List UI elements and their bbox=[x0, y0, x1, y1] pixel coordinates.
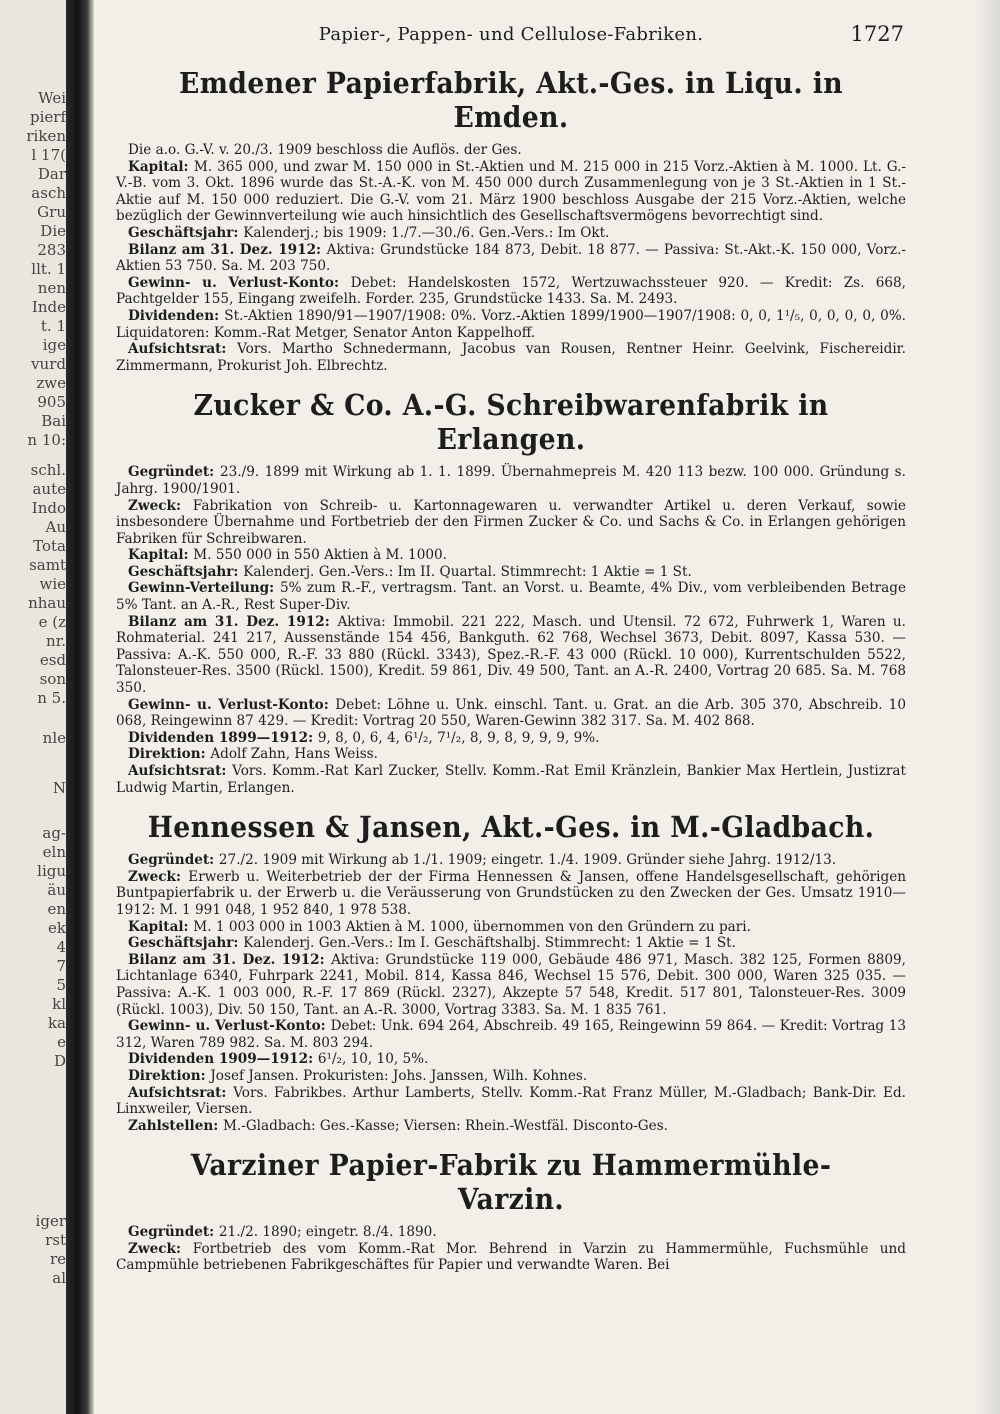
entry-paragraph bbox=[116, 580, 906, 613]
entry-label: Aufsichtsrat: bbox=[128, 763, 233, 779]
entry-label: Kapital: bbox=[128, 918, 194, 935]
entry-label: Geschäftsjahr: bbox=[128, 224, 244, 241]
adjacent-page-text: t. 1 bbox=[40, 317, 66, 335]
entry-label: Dividenden 1909—1912: bbox=[128, 1051, 318, 1068]
entry-text: 21./2. 1890; eingetr. 8./4. 1890. bbox=[218, 1224, 437, 1241]
entry-text: Vors. Komm.-Rat Karl Zucker, Stellv. Komm.-Rat Emil Kränzlein, Bankier Max Hertlein, Justizrat Ludwig Martin, Erlangen. bbox=[116, 763, 906, 796]
entry-paragraph bbox=[116, 225, 906, 242]
adjacent-page-text: N bbox=[52, 779, 66, 797]
adjacent-page-text: re bbox=[49, 1250, 66, 1268]
entry-label: Zweck: bbox=[128, 1240, 193, 1257]
adjacent-page-text: Gru bbox=[37, 203, 66, 221]
entry-paragraph bbox=[116, 1224, 906, 1241]
adjacent-page-text: Bai bbox=[41, 412, 66, 430]
adjacent-page-text: ka bbox=[47, 1014, 66, 1032]
adjacent-page-text: en bbox=[47, 900, 66, 918]
entry-label: Kapital: bbox=[128, 158, 194, 175]
adjacent-page-text: zwe bbox=[36, 374, 66, 392]
entry-text: Erwerb u. Weiterbetrieb der der Firma Hennessen & Jansen, offene Handelsgesellschaft, gehörigen Buntpapierfabrik u. der Erwerb u. die Veräusserung von Grundstücken zu den Zwecken der Ges. Umsatz 1910—1912: M. 1 991 048, 1 952 840, 1 978 538. bbox=[116, 868, 906, 918]
entry-label: Gegründet: bbox=[128, 464, 221, 481]
entry-paragraph bbox=[116, 1068, 906, 1085]
entry-label: Gegründet: bbox=[128, 852, 219, 869]
entry-label: Gegründet: bbox=[128, 1224, 219, 1241]
adjacent-page-text: n 5. bbox=[37, 689, 66, 707]
entry-text: Vors. Martho Schnedermann, Jacobus van Rousen, Rentner Heinr. Geelvink, Fischereidir. Zimmermann, Prokurist Joh. Elbrechtz. bbox=[116, 341, 906, 374]
entry-label: Zahlstellen: bbox=[128, 1117, 223, 1134]
entry-text: Aktiva: Immobil. 221 222, Masch. und Utensil. 72 672, Fuhrwerk 1, Waren u. Rohmaterial. 241 217, Aussenstände 154 456, Bankguth. 62 768, Wechsel 3673, Debit. 8097, Kassa 530. — Passiva: A.-K. 550 000, R.-F. 33 880 (Rückl. 3343), Spez.-R.-F. 43 000 (Rückl. 10 000), Kurrentschulden 5522, Talonsteuer-Res. 3500 (Rückl. 1500), Kredit. 59 861, Div. 49 500, Tant. an A.-R. 2400, Vortrag 20 685. Sa. M. 768 350. bbox=[116, 613, 906, 697]
entry-paragraph bbox=[116, 1051, 906, 1068]
entry-paragraph bbox=[116, 142, 906, 159]
adjacent-page-text: Die bbox=[40, 222, 66, 240]
entry-text: 27./2. 1909 mit Wirkung ab 1./1. 1909; eingetr. 1./4. 1909. Gründer siehe Jahrg. 1912/13. bbox=[218, 852, 837, 869]
entry-paragraph bbox=[116, 464, 906, 497]
entry-text: 5% zum R.-F., vertragsm. Tant. an Vorst. u. Beamte, 4% Div., vom verbleibenden Betrage 5% Tant. an A.-R., Rest Super-Div. bbox=[116, 580, 907, 614]
entry-text: Adolf Zahn, Hans Weiss. bbox=[210, 746, 378, 763]
entry-text: M. 1 003 000 in 1003 Aktien à M. 1000, übernommen von den Gründern zu pari. bbox=[193, 918, 751, 935]
adjacent-page-text: 283 bbox=[37, 241, 66, 259]
company-title: Varziner Papier-Fabrik zu Hammermühle-Varzin. bbox=[190, 1148, 832, 1217]
adjacent-page-text: eln bbox=[42, 843, 66, 861]
entry-text: M. 550 000 in 550 Aktien à M. 1000. bbox=[193, 547, 447, 564]
entry-label: Kapital: bbox=[128, 547, 194, 564]
adjacent-page-text: 5 bbox=[56, 976, 66, 994]
entry-label: Gewinn-Verteilung: bbox=[128, 580, 281, 597]
adjacent-page-text: Au bbox=[45, 518, 66, 536]
adjacent-page-text: e bbox=[57, 1033, 66, 1051]
adjacent-page-text: llt. 1 bbox=[31, 260, 66, 278]
adjacent-page-text: l 17( bbox=[31, 146, 66, 164]
entry-label: Dividenden: bbox=[128, 307, 225, 324]
entry-text: Kalenderj.; bis 1909: 1./7.—30./6. Gen.-Vers.: Im Okt. bbox=[243, 224, 610, 241]
entry-paragraph bbox=[116, 341, 906, 374]
entry-text: Fortbetrieb des vom Komm.-Rat Mor. Behrend in Varzin zu Hammermühle, Fuchsmühle und Campmühle betriebenen Fabrikgeschäftes für Papier und verwandte Waren. Bei bbox=[116, 1240, 906, 1274]
entry-paragraph bbox=[116, 614, 906, 697]
entry-paragraph bbox=[116, 564, 906, 581]
entry-paragraph bbox=[116, 919, 906, 936]
entry-paragraph bbox=[116, 952, 906, 1018]
adjacent-page-text: Indo bbox=[31, 499, 66, 517]
entry-paragraph bbox=[116, 547, 906, 564]
entry-text: Aktiva: Grundstücke 184 873, Debit. 18 877. — Passiva: St.-Akt.-K. 150 000, Vorz.-Aktien 53 750. Sa. M. 203 750. bbox=[116, 241, 906, 275]
entry-paragraph bbox=[116, 1018, 906, 1051]
entry-text: M.-Gladbach: Ges.-Kasse; Viersen: Rhein.-Westfäl. Disconto-Ges. bbox=[222, 1117, 668, 1134]
company-entry bbox=[116, 810, 906, 1134]
entry-paragraph bbox=[116, 308, 906, 341]
entry-label: Geschäftsjahr: bbox=[128, 563, 244, 580]
entry-paragraph bbox=[116, 935, 906, 952]
adjacent-page-text: asch bbox=[31, 184, 66, 202]
company-title: Emdener Papierfabrik, Akt.-Ges. in Liqu. in Emden. bbox=[179, 66, 843, 134]
adjacent-page-text: wie bbox=[39, 575, 66, 593]
adjacent-page-fragment bbox=[0, 0, 66, 1414]
adjacent-page-text: aute bbox=[32, 480, 66, 498]
entry-paragraph bbox=[116, 730, 906, 747]
entry-text: Die a.o. G.-V. v. 20./3. 1909 beschloss die Auflös. der Ges. bbox=[128, 142, 522, 158]
entry-label: Gewinn- u. Verlust-Konto: bbox=[128, 274, 351, 291]
adjacent-page-text: 905 bbox=[37, 393, 66, 411]
entry-label: Bilanz am 31. Dez. 1912: bbox=[128, 951, 332, 968]
adjacent-page-text: ige bbox=[42, 336, 66, 354]
entry-text: Aktiva: Grundstücke 119 000, Gebäude 486 971, Masch. 382 125, Formen 8809, Lichtanlage 6340, Fuhrpark 2241, Mobil. 814, Kassa 846, Wechsel 15 576, Debit. 300 000, Waren 325 035. — Passiva: A.-K. 1 003 000, R.-F. 17 869 (Rückl. 2327), Akzepte 57 548, Kredit. 517 801, Talonsteuer-Res. 3009 (Rückl. 1003), Div. 50 150, Tant. an A.-R. 3000, Vortrag 3383. Sa. M. 1 835 761. bbox=[116, 951, 906, 1018]
entry-paragraph bbox=[116, 498, 906, 548]
entry-label: Geschäftsjahr: bbox=[128, 935, 244, 952]
adjacent-page-text: esd bbox=[39, 651, 66, 669]
adjacent-page-text: nen bbox=[37, 279, 66, 297]
entry-text: Josef Jansen. Prokuristen: Johs. Janssen, Wilh. Kohnes. bbox=[210, 1067, 588, 1084]
entry-text: Vors. Fabrikbes. Arthur Lamberts, Stellv. Komm.-Rat Franz Müller, M.-Gladbach; Bank-Dir. Ed. Linxweiler, Viersen. bbox=[116, 1084, 906, 1118]
entry-paragraph bbox=[116, 242, 906, 275]
entry-text: Fabrikation von Schreib- u. Kartonnagewaren u. verwandter Artikel u. deren Verkauf, sowie insbesondere Übernahme und Fortbetrieb der den Firmen Zucker & Co. und Sachs & Co. in Erlangen gehörigen Fabriken für Schreibwaren. bbox=[116, 497, 906, 547]
entry-label: Direktion: bbox=[128, 746, 211, 763]
entry-label: Zweck: bbox=[128, 868, 189, 885]
page-edge-shadow bbox=[974, 0, 1000, 1414]
adjacent-page-text: e (z bbox=[38, 613, 66, 631]
entry-label: Dividenden 1899—1912: bbox=[128, 729, 318, 746]
adjacent-page-text: vurd bbox=[31, 355, 66, 373]
company-title: Zucker & Co. A.-G. Schreibwarenfabrik in Erlangen. bbox=[193, 388, 829, 457]
adjacent-page-text: n 10: bbox=[27, 431, 66, 449]
company-entry bbox=[116, 388, 906, 796]
adjacent-page-text: 4 bbox=[56, 938, 66, 956]
adjacent-page-text: pierf bbox=[30, 108, 66, 126]
company-entry bbox=[116, 1148, 906, 1274]
adjacent-page-text: Wei bbox=[38, 89, 66, 107]
entry-text: M. 365 000, und zwar M. 150 000 in St.-Aktien und M. 215 000 in 215 Vorz.-Aktien à M. 1000. Lt. G.-V.-B. vom 3. Okt. 1896 wurde das St.-A.-K. von M. 450 000 durch Zusammenlegung von je 3 St.-Aktien in 1 St.-Aktie auf M. 150 000 reduziert. Die G.-V. vom 21. März 1900 beschloss Ausgabe der 215 Vorz.-Aktien, welche bezüglich der Gewinnverteilung wie auch hinsichtlich des Gesellschaftsvermögens bevorrechtigt sind. bbox=[116, 158, 906, 225]
entry-paragraph bbox=[116, 159, 906, 225]
document-page bbox=[116, 22, 906, 1288]
entry-paragraph bbox=[116, 746, 906, 763]
entry-paragraph bbox=[116, 697, 906, 730]
entry-label: Direktion: bbox=[128, 1067, 211, 1084]
entry-paragraph bbox=[116, 275, 906, 308]
entry-text: Debet: Löhne u. Unk. einschl. Tant. u. Grat. an die Arb. 305 370, Abschreib. 10 068, Reingewinn 87 429. — Kredit: Vortrag 20 550, Waren-Gewinn 382 317. Sa. M. 402 868. bbox=[116, 696, 906, 730]
entry-text: St.-Aktien 1890/91—1907/1908: 0%. Vorz.-Aktien 1899/1900—1907/1908: 0, 0, 1¹/₅, 0, 0, 0, 0, 0%. Liquidatoren: Komm.-Rat Metger, Senator Anton Kappelhoff. bbox=[116, 307, 907, 341]
entry-label: Aufsichtsrat: bbox=[128, 341, 238, 358]
adjacent-page-text: ag- bbox=[42, 824, 66, 842]
entry-text: Kalenderj. Gen.-Vers.: Im I. Geschäftshalbj. Stimmrecht: 1 Aktie = 1 St. bbox=[243, 935, 736, 952]
adjacent-page-text: Dar bbox=[37, 165, 66, 183]
running-head-title: Papier-, Pappen- und Cellulose-Fabriken. bbox=[318, 24, 704, 45]
entry-text: Debet: Unk. 694 264, Abschreib. 49 165, Reingewinn 59 864. — Kredit: Vortrag 13 312, Waren 789 982. Sa. M. 803 294. bbox=[116, 1018, 906, 1051]
entry-text: 23./9. 1899 mit Wirkung ab 1. 1. 1899. Übernahmepreis M. 420 113 bezw. 100 000. Gründung s. Jahrg. 1900/1901. bbox=[116, 464, 906, 497]
adjacent-page-text: riken bbox=[26, 127, 66, 145]
adjacent-page-text: nle bbox=[42, 729, 66, 747]
adjacent-page-text: samt bbox=[29, 556, 66, 574]
adjacent-page-text: rst bbox=[45, 1231, 66, 1249]
page-number: 1727 bbox=[850, 22, 904, 46]
adjacent-page-text: son bbox=[39, 670, 66, 688]
entry-text: 6¹/₂, 10, 10, 5%. bbox=[317, 1051, 429, 1068]
entry-text: Debet: Handelskosten 1572, Wertzuwachssteuer 920. — Kredit: Zs. 668, Pachtgelder 155, Eingang zweifelh. Forder. 235, Grundstücke 1433. Sa. M. 2493. bbox=[116, 274, 906, 308]
entry-label: Zweck: bbox=[128, 497, 193, 514]
entry-text: 9, 8, 0, 6, 4, 6¹/₂, 7¹/₂, 8, 9, 8, 9, 9, 9, 9%. bbox=[317, 729, 600, 746]
entry-label: Bilanz am 31. Dez. 1912: bbox=[128, 613, 338, 630]
entry-paragraph bbox=[116, 763, 906, 796]
adjacent-page-text: kl bbox=[52, 995, 66, 1013]
entry-paragraph bbox=[116, 1085, 906, 1118]
adjacent-page-text: iger bbox=[35, 1212, 66, 1230]
entry-label: Gewinn- u. Verlust-Konto: bbox=[128, 1018, 331, 1035]
entry-text: Kalenderj. Gen.-Vers.: Im II. Quartal. Stimmrecht: 1 Aktie = 1 St. bbox=[243, 563, 692, 580]
adjacent-page-text: ek bbox=[48, 919, 66, 937]
adjacent-page-text: schl. bbox=[30, 461, 66, 479]
adjacent-page-text: nhau bbox=[28, 594, 66, 612]
adjacent-page-text: äu bbox=[47, 881, 66, 899]
company-entries bbox=[116, 66, 906, 1274]
adjacent-page-text: Inde bbox=[31, 298, 66, 316]
entry-paragraph bbox=[116, 869, 906, 919]
adjacent-page-text: ligu bbox=[37, 862, 66, 880]
adjacent-page-text: D bbox=[53, 1052, 66, 1070]
entry-label: Gewinn- u. Verlust-Konto: bbox=[128, 696, 336, 713]
entry-paragraph bbox=[116, 852, 906, 869]
running-head bbox=[116, 22, 906, 56]
entry-paragraph bbox=[116, 1118, 906, 1135]
adjacent-page-text: 7 bbox=[56, 957, 66, 975]
book-spine bbox=[66, 0, 94, 1414]
adjacent-page-text: al bbox=[52, 1269, 66, 1287]
adjacent-page-text: nr. bbox=[46, 632, 66, 650]
company-title: Hennessen & Jansen, Akt.-Ges. in M.-Gladbach. bbox=[147, 810, 875, 845]
entry-paragraph bbox=[116, 1241, 906, 1274]
company-entry bbox=[116, 66, 906, 374]
entry-label: Bilanz am 31. Dez. 1912: bbox=[128, 241, 327, 258]
entry-label: Aufsichtsrat: bbox=[128, 1084, 234, 1101]
adjacent-page-text: Tota bbox=[33, 537, 66, 555]
